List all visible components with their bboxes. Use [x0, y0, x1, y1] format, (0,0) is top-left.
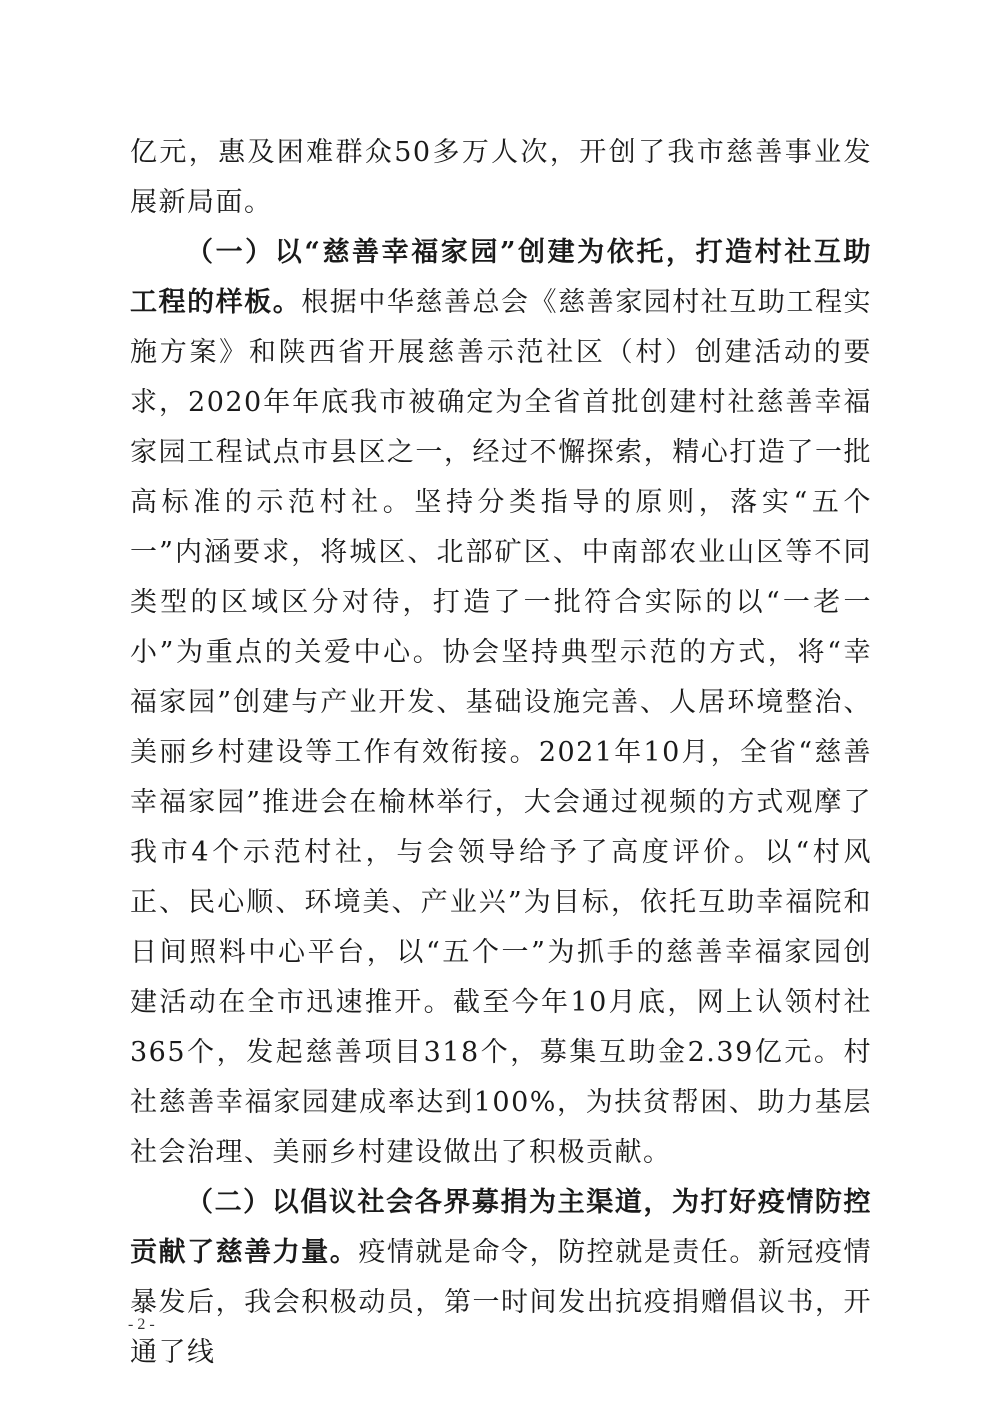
section-heading-two: （二）以倡议社会各界募捐为主渠道，为打好疫情防控贡献了慈善力量。 — [130, 1187, 872, 1268]
paragraph-continuation — [130, 128, 872, 228]
section-heading-one: （一）以“慈善幸福家园”创建为依托，打造村社互助工程的样板。 — [130, 237, 872, 318]
body-text — [130, 128, 872, 1378]
paragraph-body: 亿元，惠及困难群众50多万人次，开创了我市慈善事业发展新局面。 — [130, 137, 872, 218]
page-number: - 2 - — [128, 1316, 155, 1333]
paragraph-section-one — [130, 228, 872, 1178]
paragraph-body: 疫情就是命令，防控就是责任。新冠疫情暴发后，我会积极动员，第一时间发出抗疫捐赠倡议书，开通了线 — [130, 1237, 873, 1368]
paragraph-section-two — [130, 1178, 872, 1378]
paragraph-body: 根据中华慈善总会《慈善家园村社互助工程实施方案》和陕西省开展慈善示范社区（村）创建活动的要求，2020年年底我市被确定为全省首批创建村社慈善幸福家园工程试点市县区之一，经过不懈探索，精心打造了一批高标准的示范村社。坚持分类指导的原则，落实“五个一”内涵要求，将城区、北部矿区、中南部农业山区等不同类型的区域区分对待，打造了一批符合实际的以“一老一小”为重点的关爱中心。协会坚持典型示范的方式，将“幸福家园”创建与产业开发、基础设施完善、人居环境整治、美丽乡村建设等工作有效衔接。2021年10月，全省“慈善幸福家园”推进会在榆林举行，大会通过视频的方式观摩了我市4个示范村社，与会领导给予了高度评价。以“村风正、民心顺、环境美、产业兴”为目标，依托互助幸福院和日间照料中心平台，以“五个一”为抓手的慈善幸福家园创建活动在全市迅速推开。截至今年10月底，网上认领村社365个，发起慈善项目318个，募集互助金2.39亿元。村社慈善幸福家园建成率达到100%，为扶贫帮困、助力基层社会治理、美丽乡村建设做出了积极贡献。 — [130, 287, 873, 1168]
